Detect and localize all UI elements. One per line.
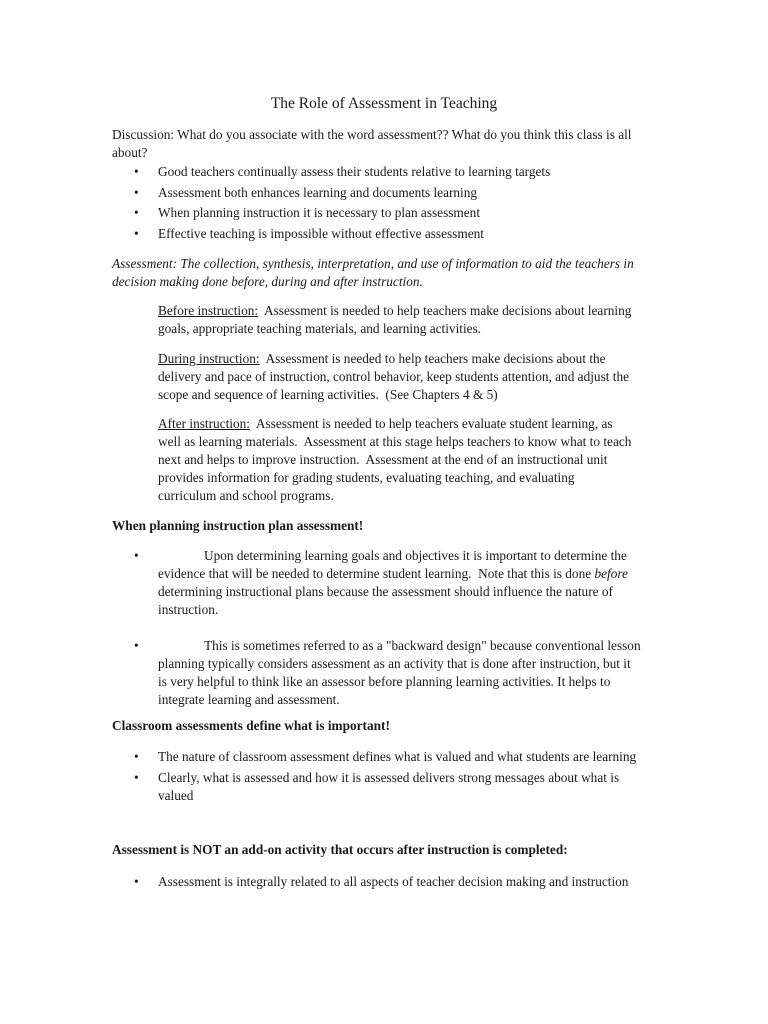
bullet-icon: •	[134, 874, 139, 889]
phase-during	[158, 350, 636, 404]
list-item: • The nature of classroom assessment defines what is valued and what students are learning	[134, 749, 637, 764]
bullet-icon: •	[134, 548, 139, 563]
section1-bullet-list	[112, 547, 642, 727]
bullet-icon: •	[134, 769, 139, 785]
list-item: • Good teachers continually assess their students relative to learning targets	[134, 164, 551, 179]
list-item: • Upon determining learning goals and objectives it is important to determine the evidence that will be needed to determine student learning. Note that this is done before determining instructional plans because the assessment should influence the nature of instruction.	[134, 548, 632, 617]
list-item: • This is sometimes referred to as a "backward design" because conventional lesson planning typically considers assessment as an activity that is done after instruction, but it is very helpful to think like an assessor before planning learning activities. It helps to integrate learning and assessment.	[134, 638, 641, 707]
phase-text: Assessment is needed to help teachers evaluate student learning, as well as learning materials. Assessment at this stage helps teachers to know what to teach next and helps to improve instruction. Assessment at the end of an instructional unit provides information for grading students, evaluating teaching, and evaluating curriculum and school programs.	[158, 416, 635, 503]
section3-bullet-list	[112, 873, 642, 894]
intro-bullet-list	[112, 163, 642, 245]
phase-label: After instruction:	[158, 416, 250, 431]
list-item: • When planning instruction it is necessary to plan assessment	[134, 205, 481, 221]
phase-label: During instruction:	[158, 351, 260, 366]
bullet-icon: •	[134, 164, 139, 179]
section2-bullet-list	[112, 748, 642, 807]
emphasis-text: before	[594, 566, 628, 581]
discussion-paragraph: Discussion: What do you associate with the word assessment?? What do you think this class is all about?	[112, 127, 632, 160]
assessment-definition: Assessment: The collection, synthesis, interpretation, and use of information to aid the teachers in decision making done before, during and after instruction.	[112, 256, 634, 289]
bullet-icon: •	[134, 205, 139, 221]
phase-text: Assessment is needed to help teachers make decisions about the delivery and pace of instruction, control behavior, keep students attention, and adjust the scope and sequence of learning activities. (See Chapters 4 & 5)	[158, 351, 633, 402]
bullet-icon: •	[134, 638, 139, 653]
phase-text: Assessment is needed to help teachers make decisions about learning goals, appropriate teaching materials, and learning activities.	[158, 303, 635, 336]
list-item: • Clearly, what is assessed and how it is assessed delivers strong messages about what is valued	[134, 769, 620, 803]
section-heading: Assessment is NOT an add-on activity that occurs after instruction is completed:	[112, 842, 568, 857]
list-item: • Assessment both enhances learning and documents learning	[134, 184, 478, 200]
bullet-icon: •	[134, 184, 139, 200]
bullet-icon: •	[134, 749, 139, 764]
page-title: The Role of Assessment in Teaching	[270, 95, 498, 112]
section-heading: When planning instruction plan assessment!	[112, 518, 364, 533]
phase-after	[158, 415, 636, 505]
list-item: • Effective teaching is impossible without effective assessment	[134, 225, 484, 241]
section-heading: Classroom assessments define what is important!	[112, 718, 390, 733]
bullet-icon: •	[134, 225, 139, 241]
phase-label: Before instruction:	[158, 303, 259, 318]
list-item: • Assessment is integrally related to all aspects of teacher decision making and instruction	[134, 874, 629, 889]
phase-before	[158, 302, 636, 338]
